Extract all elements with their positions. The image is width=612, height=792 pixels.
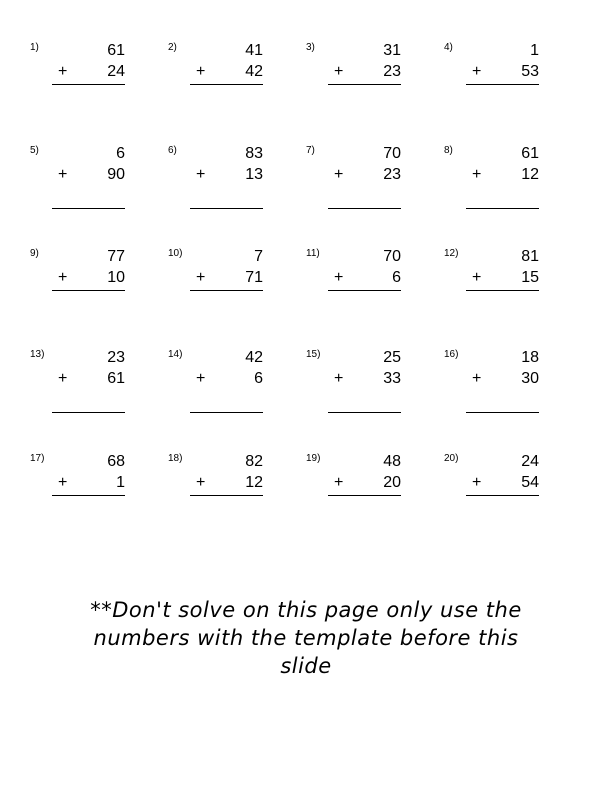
top-addend: 41 [245, 42, 263, 59]
problem-number: 18) [168, 453, 183, 464]
addition-problem [30, 145, 130, 235]
addition-problem [444, 349, 544, 439]
bottom-addend: 71 [245, 269, 263, 286]
bottom-addend: 90 [107, 166, 125, 183]
problem-number: 7) [306, 145, 315, 156]
addition-problem [306, 248, 406, 338]
top-addend: 83 [245, 145, 263, 162]
problem-number: 5) [30, 145, 39, 156]
top-addend: 31 [383, 42, 401, 59]
plus-sign: + [334, 474, 344, 491]
addition-problem [168, 349, 268, 439]
bottom-addend: 42 [245, 63, 263, 80]
plus-sign: + [334, 370, 344, 387]
bottom-addend: 10 [107, 269, 125, 286]
top-addend: 24 [521, 453, 539, 470]
addition-problem [168, 248, 268, 338]
addition-problem [306, 145, 406, 235]
answer-line [190, 208, 263, 209]
top-addend: 61 [107, 42, 125, 59]
bottom-addend: 6 [254, 370, 263, 387]
bottom-addend: 13 [245, 166, 263, 183]
bottom-addend: 23 [383, 166, 401, 183]
answer-line [328, 495, 401, 496]
bottom-addend: 23 [383, 63, 401, 80]
bottom-addend: 12 [245, 474, 263, 491]
addition-problem [30, 248, 130, 338]
answer-line [328, 290, 401, 291]
plus-sign: + [196, 63, 206, 80]
instruction-note: **Don't solve on this page only use the numbers with the template before this slide [90, 598, 522, 678]
addition-problem [168, 42, 268, 132]
addition-problem [306, 453, 406, 543]
problem-number: 11) [306, 248, 320, 259]
addition-problem [444, 145, 544, 235]
answer-line [190, 495, 263, 496]
plus-sign: + [58, 166, 68, 183]
problem-number: 3) [306, 42, 315, 53]
answer-line [52, 412, 125, 413]
problem-number: 14) [168, 349, 183, 360]
addition-problem [444, 248, 544, 338]
plus-sign: + [472, 370, 482, 387]
addition-problem [444, 42, 544, 132]
top-addend: 6 [116, 145, 125, 162]
plus-sign: + [334, 63, 344, 80]
bottom-addend: 6 [392, 269, 401, 286]
top-addend: 68 [107, 453, 125, 470]
bottom-addend: 33 [383, 370, 401, 387]
plus-sign: + [472, 63, 482, 80]
plus-sign: + [58, 474, 68, 491]
answer-line [328, 208, 401, 209]
addition-problem [306, 42, 406, 132]
top-addend: 70 [383, 248, 401, 265]
top-addend: 7 [254, 248, 263, 265]
problem-number: 20) [444, 453, 459, 464]
problem-number: 19) [306, 453, 321, 464]
answer-line [190, 290, 263, 291]
answer-line [52, 84, 125, 85]
plus-sign: + [196, 474, 206, 491]
answer-line [52, 495, 125, 496]
plus-sign: + [334, 269, 344, 286]
plus-sign: + [58, 63, 68, 80]
answer-line [52, 290, 125, 291]
addition-problem [168, 145, 268, 235]
bottom-addend: 24 [107, 63, 125, 80]
top-addend: 48 [383, 453, 401, 470]
problem-number: 17) [30, 453, 45, 464]
answer-line [328, 412, 401, 413]
answer-line [466, 84, 539, 85]
bottom-addend: 20 [383, 474, 401, 491]
addition-problem [30, 453, 130, 543]
bottom-addend: 1 [116, 474, 125, 491]
plus-sign: + [196, 269, 206, 286]
problem-number: 13) [30, 349, 45, 360]
problem-number: 9) [30, 248, 39, 259]
bottom-addend: 30 [521, 370, 539, 387]
addition-problem [30, 349, 130, 439]
top-addend: 23 [107, 349, 125, 366]
plus-sign: + [196, 166, 206, 183]
answer-line [466, 495, 539, 496]
answer-line [466, 290, 539, 291]
answer-line [328, 84, 401, 85]
top-addend: 82 [245, 453, 263, 470]
problem-number: 6) [168, 145, 177, 156]
top-addend: 1 [530, 42, 539, 59]
answer-line [190, 412, 263, 413]
plus-sign: + [334, 166, 344, 183]
top-addend: 42 [245, 349, 263, 366]
bottom-addend: 53 [521, 63, 539, 80]
top-addend: 81 [521, 248, 539, 265]
addition-problem [306, 349, 406, 439]
plus-sign: + [58, 370, 68, 387]
plus-sign: + [472, 269, 482, 286]
problem-number: 8) [444, 145, 453, 156]
top-addend: 25 [383, 349, 401, 366]
plus-sign: + [472, 166, 482, 183]
plus-sign: + [196, 370, 206, 387]
top-addend: 70 [383, 145, 401, 162]
problem-number: 4) [444, 42, 453, 53]
answer-line [466, 208, 539, 209]
addition-problem [168, 453, 268, 543]
problem-number: 12) [444, 248, 459, 259]
problem-number: 16) [444, 349, 459, 360]
bottom-addend: 54 [521, 474, 539, 491]
bottom-addend: 15 [521, 269, 539, 286]
top-addend: 61 [521, 145, 539, 162]
problem-number: 10) [168, 248, 183, 259]
bottom-addend: 61 [107, 370, 125, 387]
answer-line [466, 412, 539, 413]
addition-problem [30, 42, 130, 132]
bottom-addend: 12 [521, 166, 539, 183]
problem-number: 2) [168, 42, 177, 53]
problem-number: 15) [306, 349, 321, 360]
plus-sign: + [58, 269, 68, 286]
addition-problem [444, 453, 544, 543]
top-addend: 18 [521, 349, 539, 366]
answer-line [52, 208, 125, 209]
answer-line [190, 84, 263, 85]
top-addend: 77 [107, 248, 125, 265]
problem-number: 1) [30, 42, 39, 53]
plus-sign: + [472, 474, 482, 491]
